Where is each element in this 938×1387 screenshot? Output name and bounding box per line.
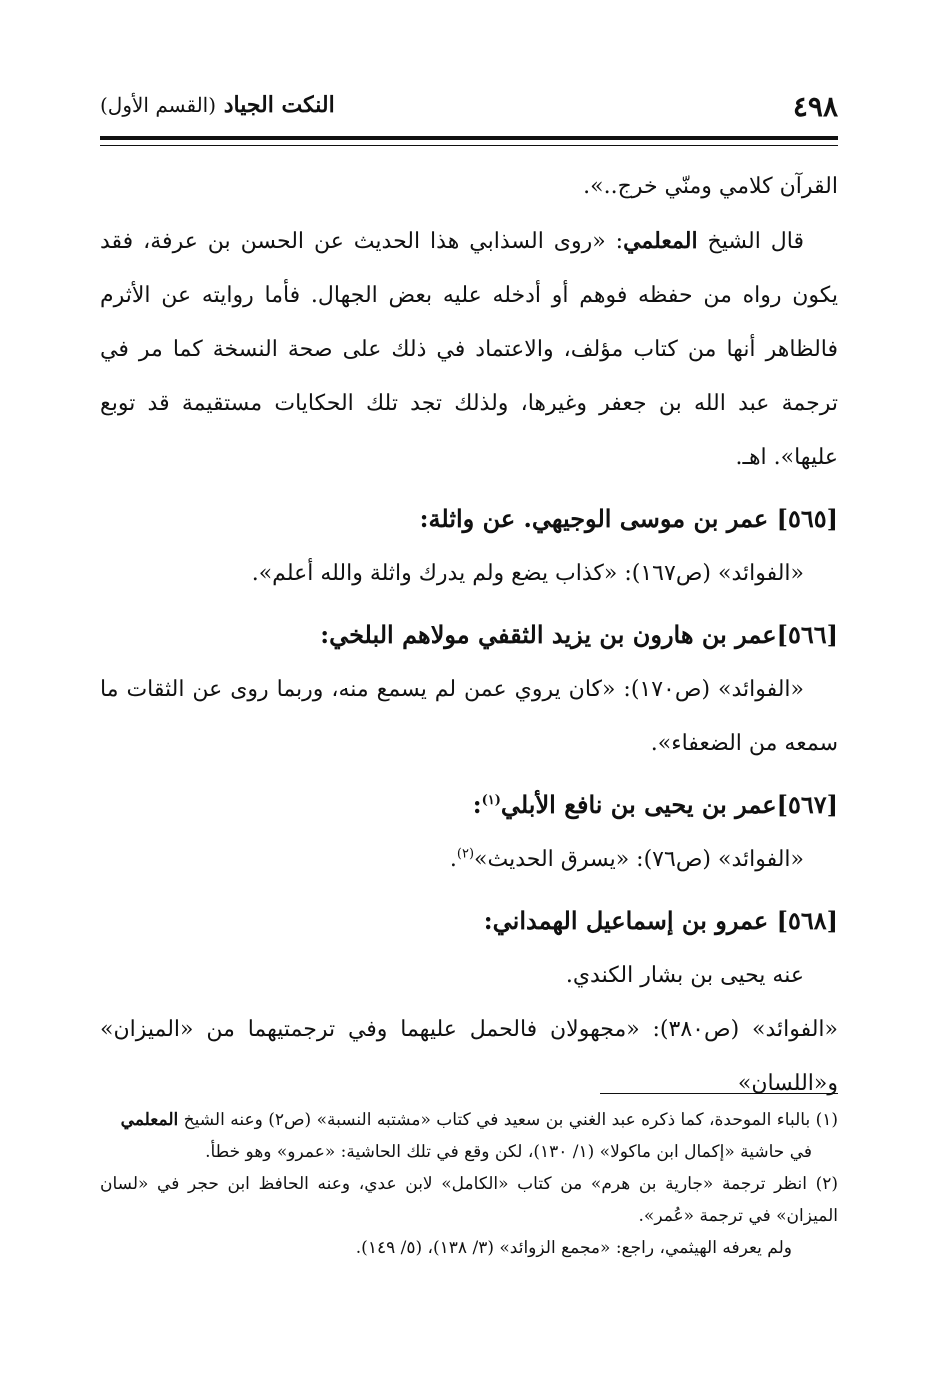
entry-567-heading-end: :: [472, 790, 482, 819]
entry-565-heading: [٥٦٥] عمر بن موسى الوجيهي. عن واثلة:: [419, 504, 838, 533]
paragraph-2-text: : «روى السذابي هذا الحديث عن الحسن بن عرفة، فقد يكون رواه من حفظه فوهم أو أدخله عليه بعض الجهال. فأما روايته عن الأثرم فالظاهر أنها من كتاب مؤلف، والاعتماد في ذلك على صحة النسخة كما مر في ترجمة عبد الله بن جعفر وغيرها، ولذلك تجد تلك الحكايات مستقيمة قد توبع عليها». اهـ.: [100, 229, 838, 470]
paragraph-2-prefix: قال الشيخ: [697, 229, 804, 254]
entry-568-heading: [٥٦٨] عمرو بن إسماعيل الهمداني:: [483, 906, 838, 935]
running-title: [100, 92, 335, 118]
footnote-separator: [600, 1093, 838, 1094]
paragraph-2: [100, 214, 838, 485]
entry-567-heading-text: [٥٦٧]عمر بن يحيى بن نافع الأبلي: [500, 790, 838, 819]
footnote-1-text: (١) بالباء الموحدة، كما ذكره عبد الغني بن سعيد في كتاب «مشتبه النسبة» (ص٢) وعنه الشيخ: [178, 1110, 838, 1130]
entry-567-heading: [100, 777, 838, 833]
footnote-1-name: المعلمي: [120, 1110, 179, 1130]
entry-567-text: [100, 833, 838, 887]
main-text: [100, 160, 838, 1111]
footnote-2-continued: ولم يعرفه الهيثمي، راجع: «مجمع الزوائد» (٣/ ١٣٨)، (٥/ ١٤٩).: [355, 1238, 792, 1258]
footnote-2: (٢) انظر ترجمة «جارية بن هرم» من كتاب «الكامل» لابن عدي، وعنه الحافظ ابن حجر في «لسان الميزان» في ترجمة «عُمر».: [100, 1174, 838, 1226]
book-title: النكت الجياد: [223, 92, 335, 118]
footnote-1: [100, 1104, 838, 1136]
page-number: ٤٩٨: [792, 90, 838, 123]
header-rule-thin: [100, 145, 838, 146]
header-rule-thick: [100, 136, 838, 140]
entry-566-text: «الفوائد» (ص١٧٠): «كان يروي عمن لم يسمع منه، وربما روى عن الثقات ما سمعه من الضعفاء».: [100, 677, 838, 756]
entry-567-text-end: .: [449, 847, 457, 872]
sheikh-name: المعلمي: [623, 228, 698, 254]
footnote-ref-2[interactable]: (٢): [456, 846, 475, 862]
entry-565-text: «الفوائد» (ص١٦٧): «كذاب يضع ولم يدرك واثلة والله أعلم».: [251, 561, 804, 586]
footnote-1-continued: في حاشية «إكمال ابن ماكولا» (١/ ١٣٠)، لكن وقع في تلك الحاشية: «عمرو» وهو خطأ.: [205, 1142, 812, 1162]
entry-568-text: عنه يحيى بن بشار الكندي.: [565, 963, 804, 988]
footnote-ref-1[interactable]: (١): [481, 793, 501, 808]
entry-566-heading: [٥٦٦]عمر بن هارون بن يزيد الثقفي مولاهم البلخي:: [320, 620, 838, 649]
footnotes: [100, 1104, 838, 1264]
entry-567-text-main: «الفوائد» (ص٧٦): «يسرق الحديث»: [474, 847, 804, 872]
page-header: [100, 84, 838, 130]
book-subtitle: (القسم الأول): [100, 93, 217, 117]
entry-568-text-2: «الفوائد» (ص٣٨٠): «مجهولان فالحمل عليهما وفي ترجمتيهما من «الميزان» و«اللسان»: [100, 1017, 838, 1096]
paragraph-1: القرآن كلامي ومنّي خرج..».: [583, 174, 838, 199]
